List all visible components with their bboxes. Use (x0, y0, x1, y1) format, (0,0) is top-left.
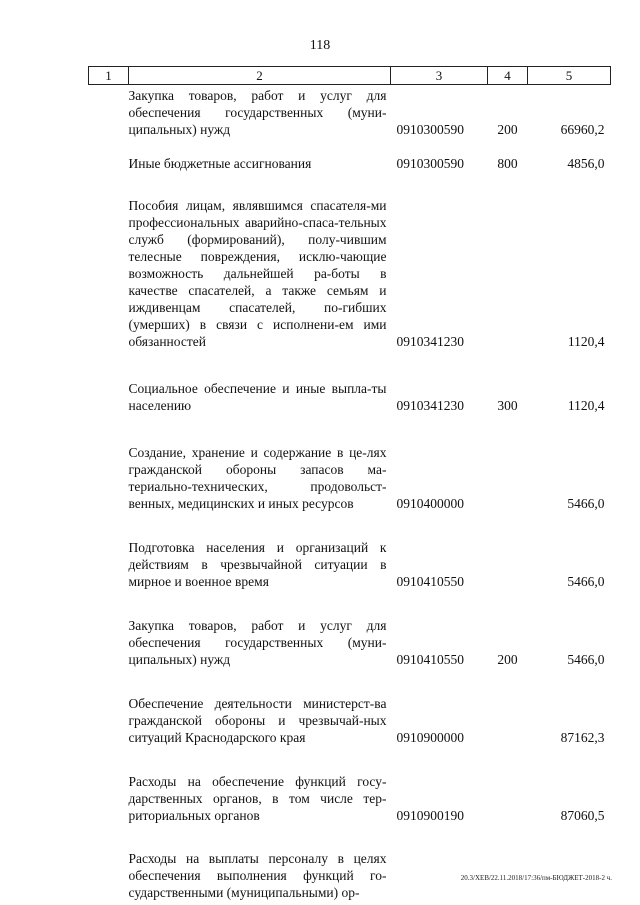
row-spacer-cell (89, 414, 611, 444)
row-description: Закупка товаров, работ и услуг для обеспечения государственных (муни-ципальных) нужд (128, 618, 387, 667)
row-description: Закупка товаров, работ и услуг для обеспечения государственных (муни-ципальных) нужд (128, 88, 387, 137)
row-expense-type (488, 444, 528, 512)
row-amount: 5466,0 (567, 574, 605, 589)
row-amount: 5466,0 (567, 496, 605, 511)
row-amount: 87162,3 (560, 730, 605, 745)
row-number-cell (89, 197, 129, 350)
table-row (89, 380, 611, 414)
row-amount: 1120,4 (567, 398, 605, 413)
row-expense-type: 300 (497, 398, 518, 413)
row-spacer (89, 746, 611, 773)
row-spacer-cell (89, 512, 611, 539)
row-number-cell (89, 695, 129, 746)
row-description: Иные бюджетные ассигнования (128, 156, 312, 171)
row-spacer-cell (89, 172, 611, 197)
row-target-code: 0910300590 (396, 156, 464, 171)
row-amount: 5466,0 (567, 652, 605, 667)
page-number: 118 (309, 38, 331, 53)
header-col-4: 4 (488, 67, 528, 85)
row-spacer (89, 414, 611, 444)
row-description: Создание, хранение и содержание в це-лях гражданской обороны запасов ма-териально-технических, продовольст-венных, медицинских и иных ресурсов (128, 445, 387, 511)
table-row (89, 155, 611, 172)
table-row (89, 695, 611, 746)
row-spacer (89, 172, 611, 197)
row-number-cell (89, 380, 129, 414)
row-expense-type (488, 773, 528, 824)
row-spacer (89, 350, 611, 380)
row-amount: 66960,2 (560, 122, 605, 137)
row-target-code: 0910410550 (396, 652, 464, 667)
table-row (89, 773, 611, 824)
row-description: Обеспечение деятельности министерст-ва гражданской обороны и чрезвычай-ных ситуаций Краснодарского края (128, 696, 387, 745)
row-description: Социальное обеспечение и иные выпла-ты населению (128, 381, 387, 413)
row-number-cell (89, 444, 129, 512)
row-number-cell (89, 87, 129, 138)
row-expense-type (488, 197, 528, 350)
table-row (89, 617, 611, 668)
row-amount: 1120,4 (567, 334, 605, 349)
table-row (89, 444, 611, 512)
row-expense-type (488, 695, 528, 746)
footer-note: 20.3/ХЕВ/22.11.2018/17:36/пм-БЮДЖЕТ-2018-2 ч. (460, 874, 612, 882)
row-number-cell (89, 155, 129, 172)
row-target-code: 0910900000 (396, 730, 464, 745)
row-spacer (89, 138, 611, 155)
row-spacer-cell (89, 668, 611, 695)
budget-table (88, 66, 611, 901)
row-number-cell (89, 617, 129, 668)
row-expense-type: 200 (497, 652, 518, 667)
row-target-code: 0910900190 (396, 808, 464, 823)
row-number-cell (89, 773, 129, 824)
row-number-cell (89, 850, 129, 901)
table-row (89, 197, 611, 350)
row-expense-type: 800 (497, 156, 518, 171)
table-row (89, 87, 611, 138)
row-target-code: 0910300590 (396, 122, 464, 137)
row-spacer (89, 512, 611, 539)
table-row (89, 539, 611, 590)
header-col-5: 5 (528, 67, 611, 85)
header-col-1: 1 (89, 67, 129, 85)
row-target-code: 0910410550 (396, 574, 464, 589)
row-spacer (89, 824, 611, 850)
row-spacer-cell (89, 746, 611, 773)
row-spacer-cell (89, 350, 611, 380)
row-description: Подготовка населения и организаций к действиям в чрезвычайной ситуации в мирное и военное время (128, 540, 387, 589)
row-target-code: 0910341230 (396, 334, 464, 349)
row-expense-type (488, 539, 528, 590)
row-target-code: 0910341230 (396, 398, 464, 413)
row-description: Пособия лицам, являвшимся спасателя-ми профессиональных аварийно-спаса-тельных служб (формирований), полу-чившим телесные повреждения, исклю-чающие возможность дальнейшей ра-боты в качестве спасателей, а также семьям и иждивенцам спасателей, по-гибших (умерших) в связи с исполнени-ем ими обязанностей (128, 198, 387, 349)
row-spacer-cell (89, 590, 611, 617)
row-number-cell (89, 539, 129, 590)
header-col-2: 2 (129, 67, 391, 85)
row-target-code: 0910400000 (396, 496, 464, 511)
row-spacer (89, 590, 611, 617)
row-spacer-cell (89, 138, 611, 155)
row-spacer (89, 668, 611, 695)
row-description: Расходы на обеспечение функций госу-дарственных органов, в том числе тер-риториальных органов (128, 774, 387, 823)
row-description: Расходы на выплаты персоналу в целях обеспечения выполнения функций го-сударственными (муниципальными) ор- (128, 851, 387, 900)
header-row (89, 67, 611, 85)
row-expense-type: 200 (497, 122, 518, 137)
header-col-3: 3 (391, 67, 488, 85)
budget-table-container (88, 66, 610, 901)
row-amount: 87060,5 (560, 808, 605, 823)
row-amount: 4856,0 (567, 156, 605, 171)
row-spacer-cell (89, 824, 611, 850)
